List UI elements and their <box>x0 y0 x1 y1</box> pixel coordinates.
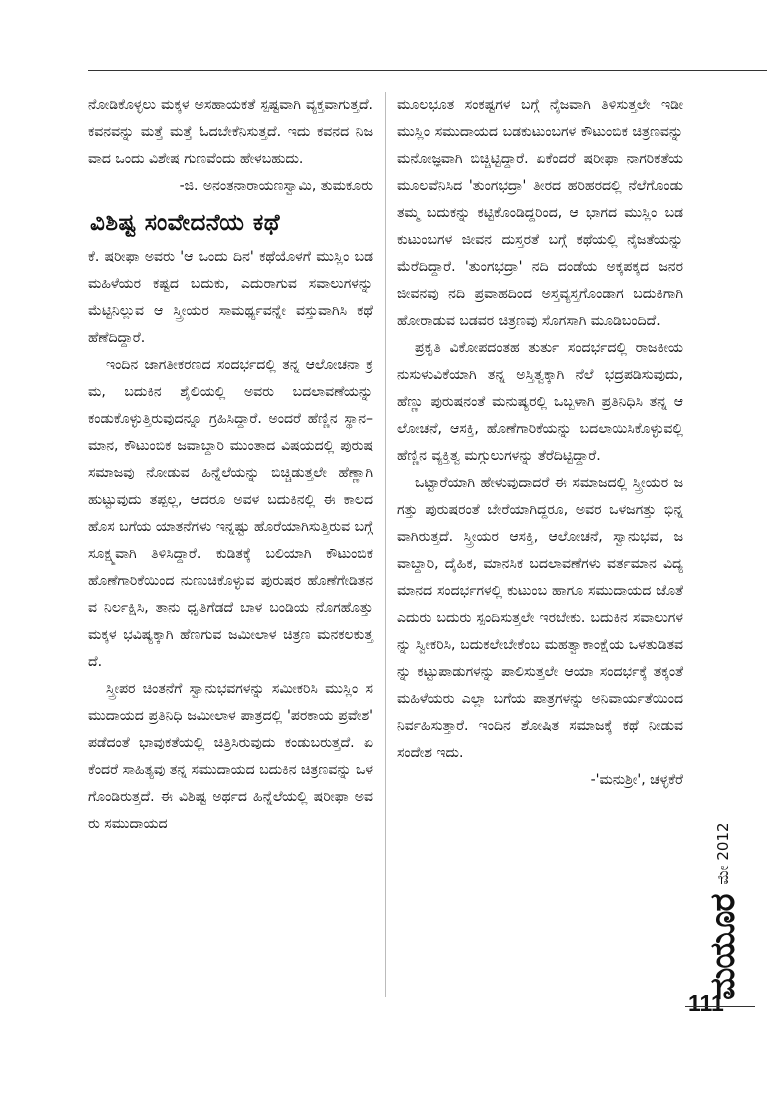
page-number-rule <box>685 1006 755 1007</box>
masthead <box>702 820 744 1000</box>
article-signature: -'ಮನುಶ್ರೀ', ಚಳ್ಳಕೆರೆ <box>590 772 683 788</box>
right-column <box>397 92 683 794</box>
header-rule <box>88 70 767 71</box>
article-paragraph: ಒಟ್ಟಾರೆಯಾಗಿ ಹೇಳುವುದಾದರೆ ಈ ಸಮಾಜದಲ್ಲಿ ಸ್ತ್ರೀಯರ ಜಗತ್ತು ಪುರುಷರಂತೆ ಬೇರೆಯಾಗಿದ್ದರೂ, ಅವರ ಒಳಜಗತ್ತು ಭಿನ್ನವಾಗಿರುತ್ತದೆ. ಸ್ತ್ರೀಯರ ಆಸಕ್ತಿ, ಆಲೋಚನೆ, ಸ್ವಾನುಭವ, ಜವಾಬ್ದಾರಿ, ದೈಹಿಕ, ಮಾನಸಿಕ ಬದಲಾವಣೆಗಳು ವರ್ತಮಾನ ವಿದ್ಯಮಾನದ ಸಂದರ್ಭಗಳಲ್ಲಿ ಕುಟುಂಬ ಹಾಗೂ ಸಮುದಾಯದ ಜೊತೆ ಎದುರು ಬದುರು ಸ್ಪಂದಿಸುತ್ತಲೇ ಇರಬೇಕು. ಬದುಕಿನ ಸವಾಲುಗಳನ್ನು ಸ್ವೀಕರಿಸಿ, ಬದುಕಲೇಬೇಕೆಂಬ ಮಹತ್ವಾಕಾಂಕ್ಷೆಯ ಒಳತುಡಿತವನ್ನು ಕಟ್ಟುಪಾಡುಗಳನ್ನು ಪಾಲಿಸುತ್ತಲೇ ಆಯಾ ಸಂದರ್ಭಕ್ಕೆ ತಕ್ಕಂತೆ ಮಹಿಳೆಯರು ಎಲ್ಲಾ ಬಗೆಯ ಪಾತ್ರಗಳನ್ನು ಅನಿವಾರ್ಯತೆಯಿಂದ ನಿರ್ವಹಿಸುತ್ತಾರೆ. ಇಂದಿನ ಶೋಷಿತ ಸಮಾಜಕ್ಕೆ ಕಥೆ ನೀಡುವ ಸಂದೇಶ ಇದು. <box>397 475 683 761</box>
article-paragraph: ಕೆ. ಷರೀಫಾ ಅವರು 'ಆ ಒಂದು ದಿನ' ಕಥೆಯೊಳಗೆ ಮುಸ್ಲಿಂ ಬಡ ಮಹಿಳೆಯರ ಕಷ್ಟದ ಬದುಕು, ಎದುರಾಗುವ ಸವಾಲುಗಳನ್ನು ಮೆಟ್ಟಿನಿಲ್ಲುವ ಆ ಸ್ತ್ರೀಯರ ಸಾಮರ್ಥ್ಯವನ್ನೇ ವಸ್ತುವಾಗಿಸಿ ಕಥೆ ಹೆಣೆದಿದ್ದಾರೆ. <box>88 249 373 346</box>
article-paragraph: ಪ್ರಕೃತಿ ವಿಕೋಪದಂತಹ ತುರ್ತು ಸಂದರ್ಭದಲ್ಲಿ ರಾಜಕೀಯ ನುಸುಳುವಿಕೆಯಾಗಿ ತನ್ನ ಅಸ್ತಿತ್ವಕ್ಕಾಗಿ ನೆಲೆ ಭದ್ರಪಡಿಸುವುದು, ಹೆಣ್ಣು ಪುರುಷನಂತೆ ಮನುಷ್ಯರಲ್ಲಿ ಒಬ್ಬಳಾಗಿ ಪ್ರತಿನಿಧಿಸಿ ತನ್ನ ಆಲೋಚನೆ, ಆಸಕ್ತಿ, ಹೊಣೆಗಾರಿಕೆಯನ್ನು ಬದಲಾಯಿಸಿಕೊಳ್ಳುವಲ್ಲಿ ಹೆಣ್ಣಿನ ವ್ಯಕ್ತಿತ್ವ ಮಗ್ಗುಲುಗಳನ್ನು ತೆರೆದಿಟ್ಟಿದ್ದಾರೆ. <box>397 340 683 464</box>
article-paragraph: ಇಂದಿನ ಜಾಗತೀಕರಣದ ಸಂದರ್ಭದಲ್ಲಿ ತನ್ನ ಆಲೋಚನಾ ಕ್ರಮ, ಬದುಕಿನ ಶೈಲಿಯಲ್ಲಿ ಅವರು ಬದಲಾವಣೆಯನ್ನು ಕಂಡುಕೊಳ್ಳುತ್ತಿರುವುದನ್ನೂ ಗ್ರಹಿಸಿದ್ದಾರೆ. ಅಂದರೆ ಹೆಣ್ಣಿನ ಸ್ಥಾನ–ಮಾನ, ಕೌಟುಂಬಿಕ ಜವಾಬ್ದಾರಿ ಮುಂತಾದ ವಿಷಯದಲ್ಲಿ ಪುರುಷ ಸಮಾಜವು ನೋಡುವ ಹಿನ್ನೆಲೆಯನ್ನು ಬಿಚ್ಚಿಡುತ್ತಲೇ ಹೆಣ್ಣಾಗಿ ಹುಟ್ಟುವುದು ತಪ್ಪಲ್ಲ, ಆದರೂ ಅವಳ ಬದುಕಿನಲ್ಲಿ ಈ ಕಾಲದ ಹೊಸ ಬಗೆಯ ಯಾತನೆಗಳು ಇನ್ನಷ್ಟು ಹೊರೆಯಾಗಿಸುತ್ತಿರುವ ಬಗ್ಗೆ ಸೂಕ್ಷ್ಮವಾಗಿ ತಿಳಿಸಿದ್ದಾರೆ. ಕುಡಿತಕ್ಕೆ ಬಲಿಯಾಗಿ ಕೌಟುಂಬಿಕ ಹೊಣೆಗಾರಿಕೆಯಿಂದ ನುಣುಚಿಕೊಳ್ಳುವ ಪುರುಷರ ಹೊಣೆಗೇಡಿತನವ ನಿರ್ಲಕ್ಷಿಸಿ, ತಾನು ಧೃತಿಗೆಡದೆ ಬಾಳ ಬಂಡಿಯ ನೊಗಹೊತ್ತು ಮಕ್ಕಳ ಭವಿಷ್ಯಕ್ಕಾಗಿ ಹೆಣಗುವ ಜಮೀಲಾಳ ಚಿತ್ರಣ ಮನಕಲಕುತ್ತದೆ. <box>88 357 373 670</box>
left-column <box>88 92 373 838</box>
article-heading: ವಿಶಿಷ್ಟ ಸಂವೇದನೆಯ ಕಥೆ <box>90 210 281 236</box>
article-paragraph: ಸ್ತ್ರೀಪರ ಚಿಂತನೆಗೆ ಸ್ವಾನುಭವಗಳನ್ನು ಸಮೀಕರಿಸಿ ಮುಸ್ಲಿಂ ಸಮುದಾಯದ ಪ್ರತಿನಿಧಿ ಜಮೀಲಾಳ ಪಾತ್ರದಲ್ಲಿ 'ಪರಕಾಯ ಪ್ರವೇಶ' ಪಡೆದಂತೆ ಭಾವುಕತೆಯಲ್ಲಿ ಚಿತ್ರಿಸಿರುವುದು ಕಂಡುಬರುತ್ತದೆ. ಏಕೆಂದರೆ ಸಾಹಿತ್ಯವು ತನ್ನ ಸಮುದಾಯದ ಬದುಕಿನ ಚಿತ್ರಣವನ್ನು ಒಳಗೊಂಡಿರುತ್ತದೆ. ಈ ವಿಶಿಷ್ಟ ಅರ್ಥದ ಹಿನ್ನೆಲೆಯಲ್ಲಿ ಷರೀಫಾ ಅವರು ಸಮುದಾಯದ <box>88 681 373 832</box>
intro-signature: -ಜಿ. ಅನಂತನಾರಾಯಣಸ್ವಾಮಿ, ತುಮಕೂರು <box>179 178 373 194</box>
column-divider <box>385 92 386 997</box>
masthead-strip <box>690 820 750 1000</box>
page-number: 111 <box>688 990 724 1016</box>
magazine-logo: ಮಯೂರ <box>703 894 743 1000</box>
article-paragraph: ಮೂಲಭೂತ ಸಂಕಷ್ಟಗಳ ಬಗ್ಗೆ ನೈಜವಾಗಿ ತಿಳಿಸುತ್ತಲೇ ಇಡೀ ಮುಸ್ಲಿಂ ಸಮುದಾಯದ ಬಡಕುಟುಂಬಗಳ ಕೌಟುಂಬಿಕ ಚಿತ್ರಣವನ್ನು ಮನೋಜ್ಞವಾಗಿ ಬಿಚ್ಚಿಟ್ಟಿದ್ದಾರೆ. ಏಕೆಂದರೆ ಷರೀಫಾ ನಾಗರಿಕತೆಯ ಮೂಲವೆನಿಸಿದ 'ತುಂಗಭದ್ರಾ' ತೀರದ ಹರಿಹರದಲ್ಲಿ ನೆಲೆಗೊಂಡು ತಮ್ಮ ಬದುಕನ್ನು ಕಟ್ಟಿಕೊಂಡಿದ್ದರಿಂದ, ಆ ಭಾಗದ ಮುಸ್ಲಿಂ ಬಡ ಕುಟುಂಬಗಳ ಜೀವನ ದುಸ್ತರತೆ ಬಗ್ಗೆ ಕಥೆಯಲ್ಲಿ ನೈಜತೆಯನ್ನು ಮೆರೆದಿದ್ದಾರೆ. 'ತುಂಗಭದ್ರಾ' ನದಿ ದಂಡೆಯ ಅಕ್ಕಪಕ್ಕದ ಜನರ ಜೀವನವು ನದಿ ಪ್ರವಾಹದಿಂದ ಅಸ್ತವ್ಯಸ್ತಗೊಂಡಾಗ ಬದುಕಿಗಾಗಿ ಹೋರಾಡುವ ಬಡವರ ಚಿತ್ರಣವು ಸೊಗಸಾಗಿ ಮೂಡಿಬಂದಿದೆ. <box>397 97 683 329</box>
intro-paragraph: ನೋಡಿಕೊಳ್ಳಲು ಮಕ್ಕಳ ಅಸಹಾಯಕತೆ ಸ್ಪಷ್ಟವಾಗಿ ವ್ಯಕ್ತವಾಗುತ್ತದೆ. ಕವನವನ್ನು ಮತ್ತೆ ಮತ್ತೆ ಓದಬೇಕೆನಿಸುತ್ತದೆ. ಇದು ಕವನದ ನಿಜವಾದ ಒಂದು ವಿಶೇಷ ಗುಣವೆಂದು ಹೇಳಬಹುದು. <box>88 97 373 167</box>
issue-date: ಮೇ 2012 <box>714 822 732 885</box>
